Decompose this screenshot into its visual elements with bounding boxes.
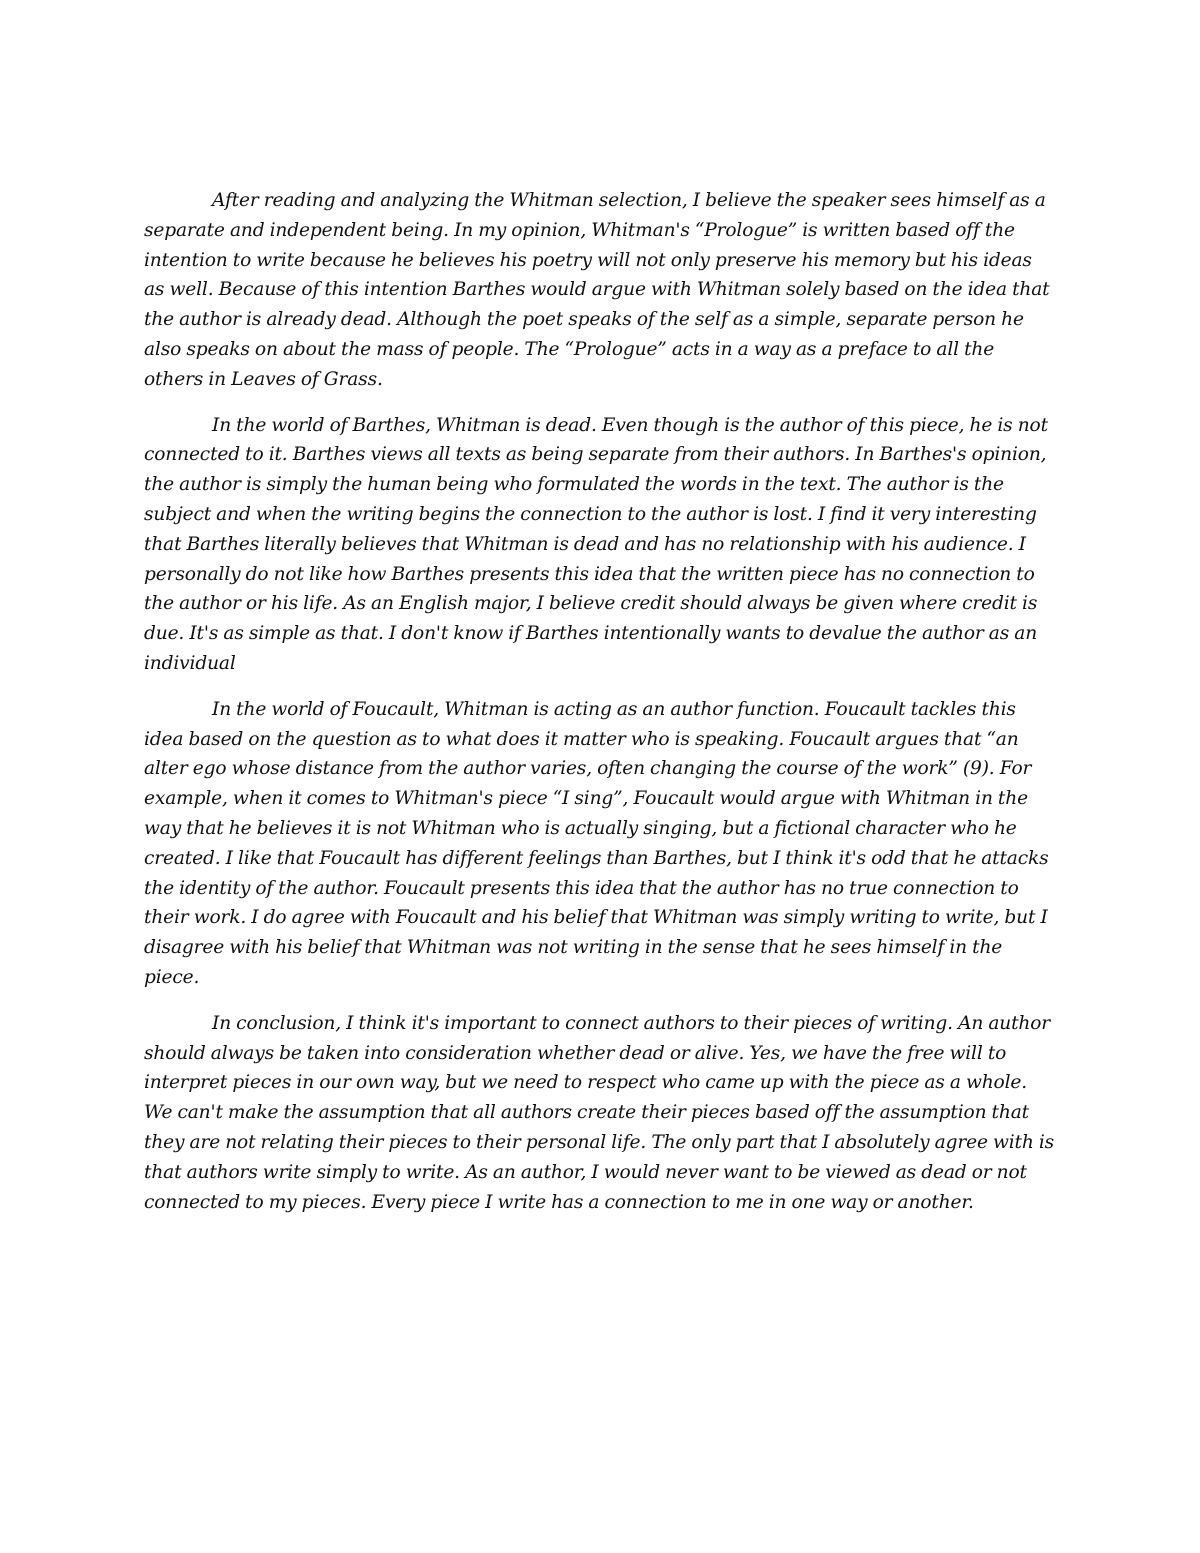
paragraph-4: In conclusion, I think it's important to connect authors to their pieces of writing. An author should always be taken into consideration whether dead or alive. Yes, we have the free will to interpret pieces in our own way, but we need to respect who came up with the piece as a whole. We can't make the assumption that all authors create their pieces based off the assumption that they are not relating their pieces to their personal life. The only part that I absolutely agree with is that authors write simply to write. As an author, I would never want to be viewed as dead or not connected to my pieces. Every piece I write has a connection to me in one way or another. [144,1012,1055,1213]
paragraph-1: After reading and analyzing the Whitman selection, I believe the speaker sees himself as a separate and independent being. In my opinion, Whitman's “Prologue” is written based off the intention to write because he believes his poetry will not only preserve his memory but his ideas as well. Because of this intention Barthes would argue with Whitman solely based on the idea that the author is already dead. Although the poet speaks of the self as a simple, separate person he also speaks on about the mass of people. The “Prologue” acts in a way as a preface to all the others in Leaves of Grass. [144,190,1050,390]
document-body [144,186,1056,1233]
paragraph-3: In the world of Foucault, Whitman is acting as an author function. Foucault tackles this idea based on the question as to what does it matter who is speaking. Foucault argues that “an alter ego whose distance from the author varies, often changing the course of the work” (9). For example, when it comes to Whitman's piece “I sing”, Foucault would argue with Whitman in the way that he believes it is not Whitman who is actually singing, but a fictional character who he created. I like that Foucault has different feelings than Barthes, but I think it's odd that he attacks the identity of the author. Foucault presents this idea that the author has no true connection to their work. I do agree with Foucault and his belief that Whitman was simply writing to write, but I disagree with his belief that Whitman was not writing in the sense that he sees himself in the piece. [144,698,1049,988]
paragraph-2: In the world of Barthes, Whitman is dead. Even though is the author of this piece, he is not connected to it. Barthes views all texts as being separate from their authors. In Barthes's opinion, the author is simply the human being who formulated the words in the text. The author is the subject and when the writing begins the connection to the author is lost. I find it very interesting that Barthes literally believes that Whitman is dead and has no relationship with his audience. I personally do not like how Barthes presents this idea that the written piece has no connection to the author or his life. As an English major, I believe credit should always be given where credit is due. It's as simple as that. I don't know if Barthes intentionally wants to devalue the author as an individual [144,414,1048,674]
